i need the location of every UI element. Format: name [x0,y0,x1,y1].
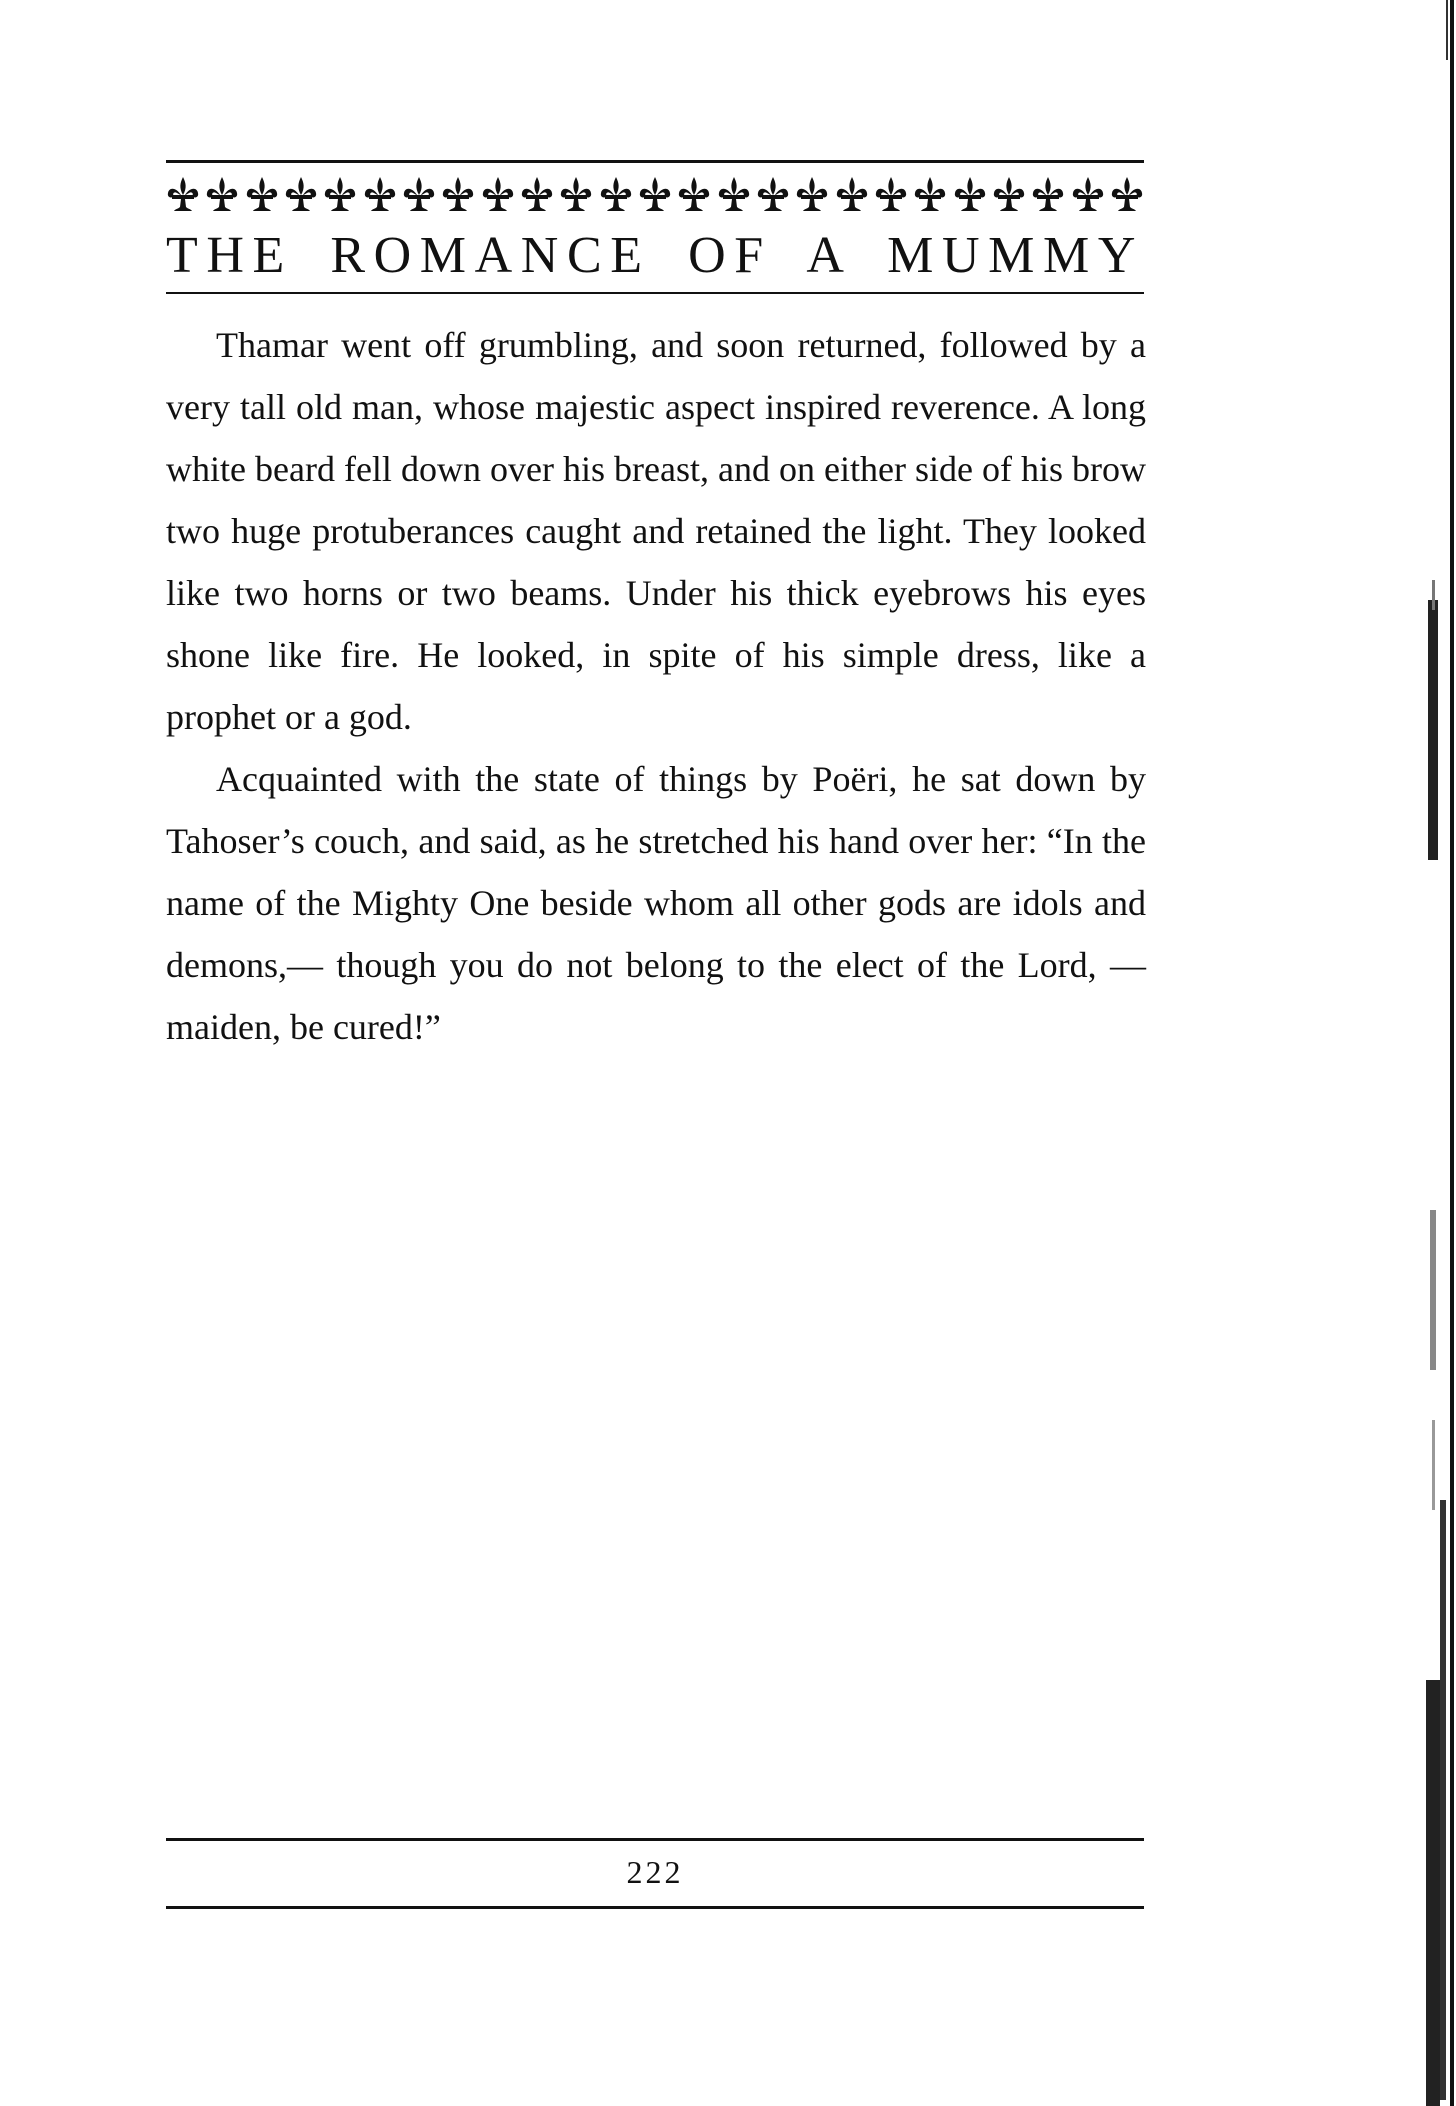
running-title: THE ROMANCE OF A MUMMY [166,227,1144,284]
fleur-de-lis-icon [913,175,947,215]
fleur-de-lis-icon [638,175,672,215]
fleur-de-lis-icon [1110,175,1144,215]
fleur-de-lis-icon [323,175,357,215]
footer-rule-top [166,1838,1144,1841]
fleur-de-lis-icon [992,175,1026,215]
ornament-band [166,172,1144,218]
fleur-de-lis-icon [677,175,711,215]
scan-edge-shadow [1410,0,1456,2106]
footer-rule-bottom [166,1906,1144,1909]
fleur-de-lis-icon [1071,175,1105,215]
header-rule-bottom [166,292,1144,294]
fleur-de-lis-icon [835,175,869,215]
body-text [166,314,1146,1058]
fleur-de-lis-icon [441,175,475,215]
fleur-de-lis-icon [166,175,200,215]
fleur-de-lis-icon [795,175,829,215]
fleur-de-lis-icon [559,175,593,215]
fleur-de-lis-icon [1031,175,1065,215]
fleur-de-lis-icon [284,175,318,215]
paragraph-2: Acquainted with the state of things by Poëri, he sat down by Tahoser’s couch, and said, as he stretched his hand over her: “In the name of the Mighty One beside whom all other gods are idols and demons,— though you do not belong to the elect of the Lord, —maiden, be cured!” [166,759,1146,1047]
fleur-de-lis-icon [756,175,790,215]
header-rule-top [166,160,1144,163]
page-number: 222 [626,1854,684,1890]
fleur-de-lis-icon [245,175,279,215]
fleur-de-lis-icon [481,175,515,215]
fleur-de-lis-icon [874,175,908,215]
fleur-de-lis-icon [363,175,397,215]
fleur-de-lis-icon [520,175,554,215]
fleur-de-lis-icon [402,175,436,215]
fleur-de-lis-icon [599,175,633,215]
fleur-de-lis-icon [953,175,987,215]
fleur-de-lis-icon [205,175,239,215]
fleur-de-lis-icon [717,175,751,215]
paragraph-1: Thamar went off grumbling, and soon returned, followed by a very tall old man, whose majestic aspect inspired reverence. A long white beard fell down over his breast, and on either side of his brow two huge protuberances caught and retained the light. They looked like two horns or two beams. Under his thick eyebrows his eyes shone like fire. He looked, in spite of his simple dress, like a prophet or a god. [166,325,1146,737]
